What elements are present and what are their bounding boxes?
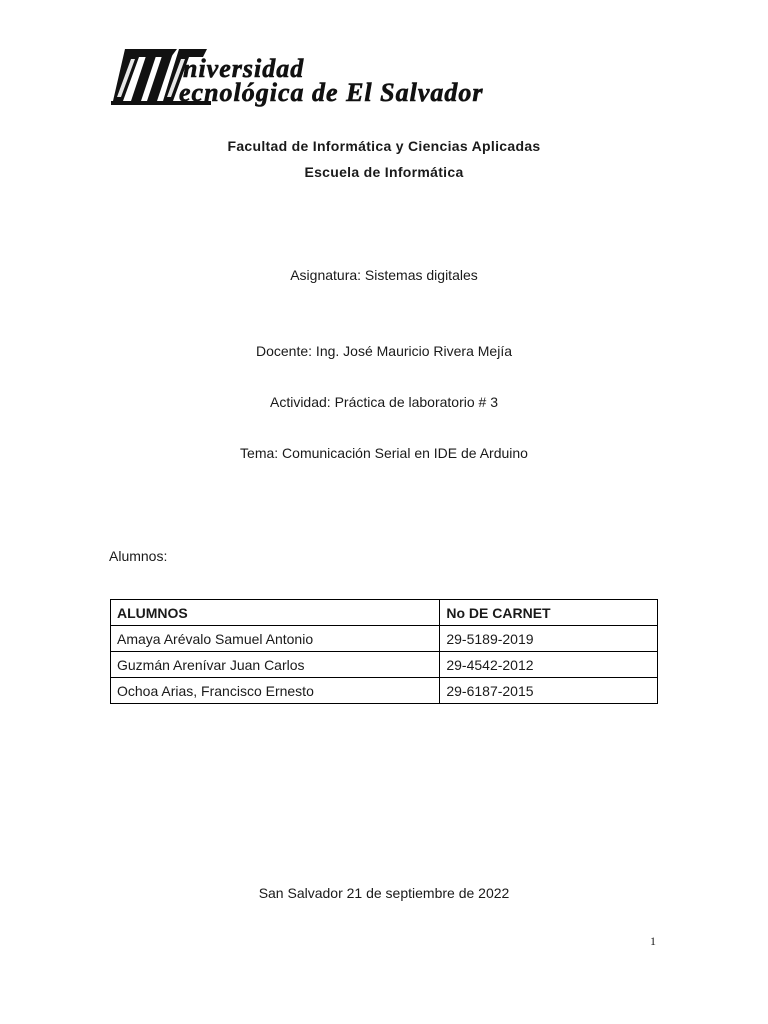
header-carnet: No DE CARNET (440, 600, 658, 626)
table-row (111, 652, 658, 678)
page-number: 1 (650, 934, 656, 948)
table-row (111, 626, 658, 652)
header-students: ALUMNOS (111, 600, 440, 626)
student-carnet: 29-4542-2012 (440, 652, 658, 678)
table-row (111, 678, 658, 704)
student-name: Guzmán Arenívar Juan Carlos (111, 652, 440, 678)
faculty-title: Facultad de Informática y Ciencias Aplicadas (227, 138, 541, 154)
student-name: Ochoa Arias, Francisco Ernesto (111, 678, 440, 704)
students-label: Alumnos: (109, 548, 168, 564)
activity-line: Actividad: Práctica de laboratorio # 3 (269, 394, 498, 410)
topic-line: Tema: Comunicación Serial en IDE de Arduino (240, 445, 528, 461)
student-name: Amaya Arévalo Samuel Antonio (111, 626, 440, 652)
student-carnet: 29-6187-2015 (440, 678, 658, 704)
table-header-row (111, 600, 658, 626)
student-carnet: 29-5189-2019 (440, 626, 658, 652)
university-logo (111, 43, 691, 109)
place-date: San Salvador 21 de septiembre de 2022 (258, 885, 510, 901)
logo-line2: ecnológica de El Salvador (179, 78, 484, 107)
teacher-line: Docente: Ing. José Mauricio Rivera Mejía (256, 343, 512, 359)
school-title: Escuela de Informática (304, 164, 464, 180)
logo-line1: niversidad (183, 54, 305, 83)
subject-line: Asignatura: Sistemas digitales (290, 267, 478, 283)
students-table (110, 599, 658, 704)
